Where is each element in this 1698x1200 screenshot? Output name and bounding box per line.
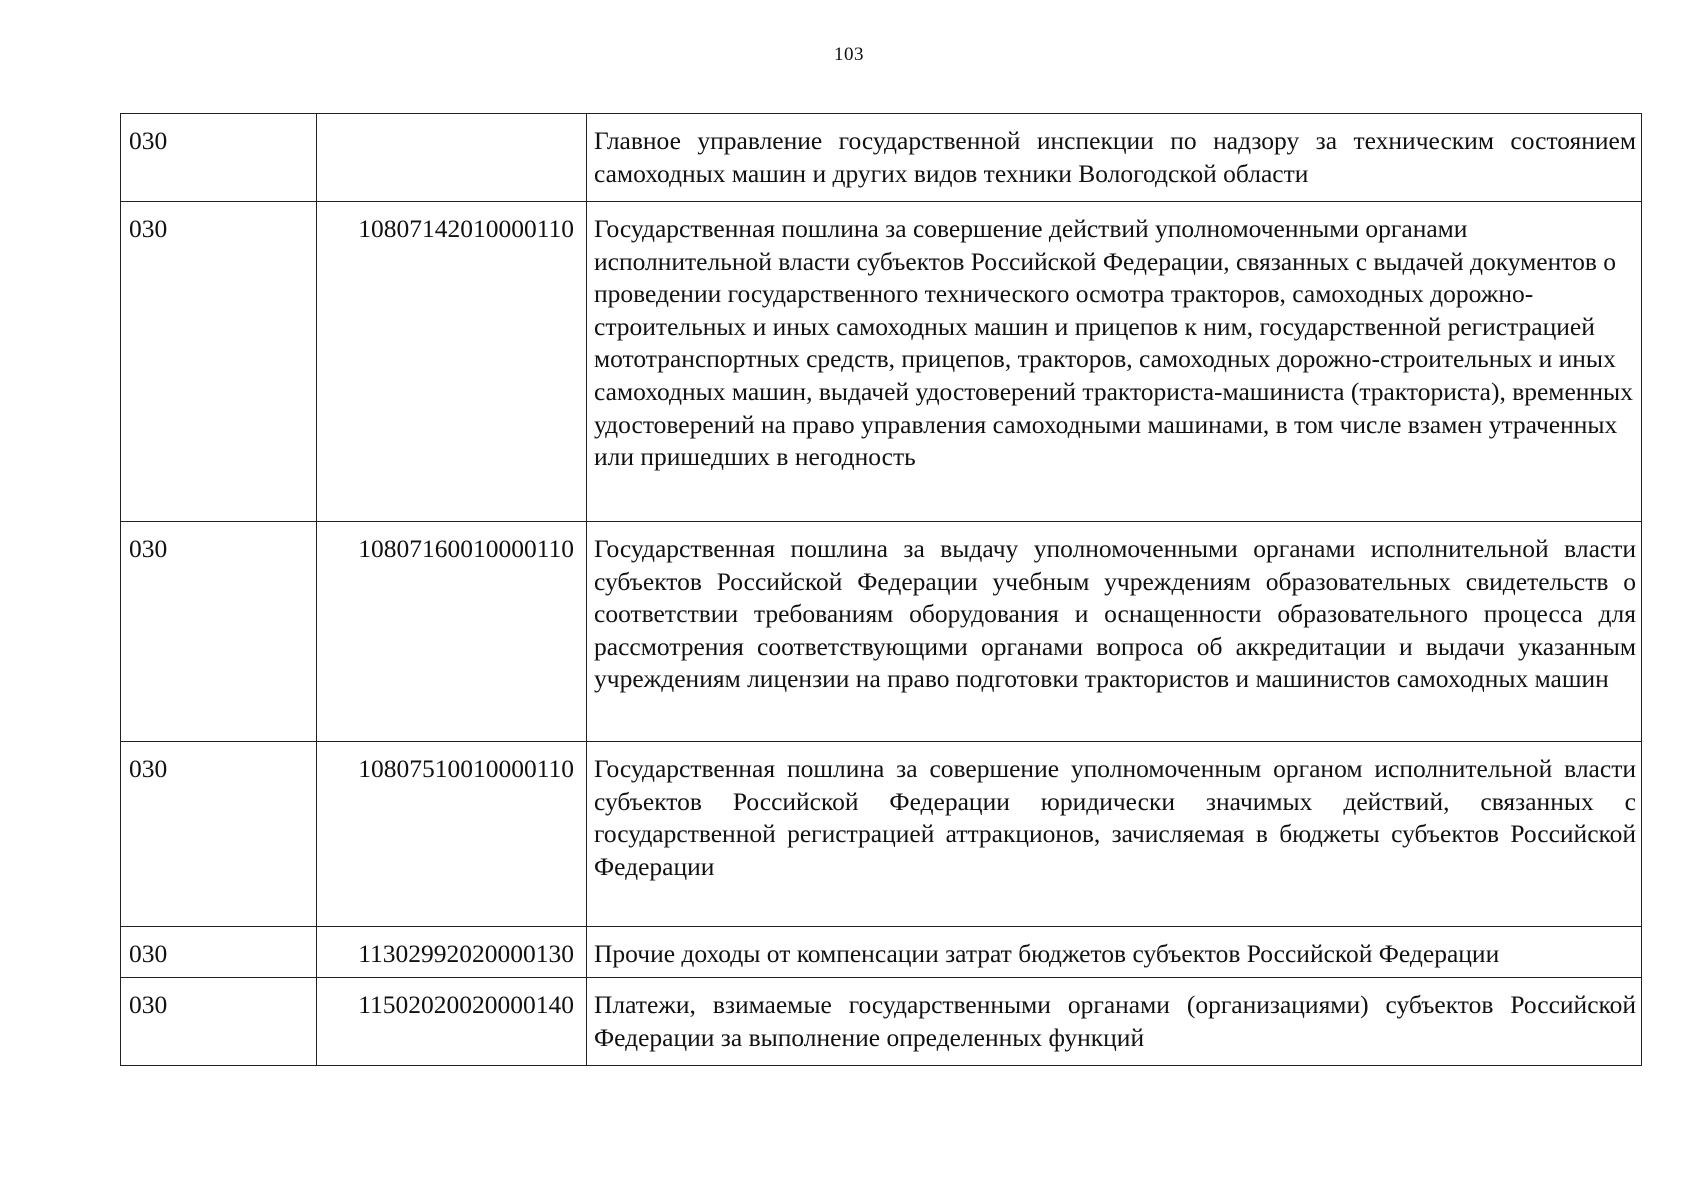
- table-row: [121, 202, 1642, 522]
- revenue-code-cell: 10807160010000110: [317, 522, 587, 742]
- revenue-code-cell: 11502020020000140: [317, 978, 587, 1066]
- admin-code-cell: 030: [121, 522, 317, 742]
- table-row: [121, 927, 1642, 978]
- description-cell: Прочие доходы от компенсации затрат бюджетов субъектов Российской Федерации: [587, 927, 1642, 978]
- revenue-code-cell: 10807142010000110: [317, 202, 587, 522]
- revenue-code-cell: 10807510010000110: [317, 742, 587, 927]
- description-cell: Государственная пошлина за совершение уполномоченным органом исполнительной власти субъектов Российской Федерации юридически значимых действий, связанных с государственной регистрацией аттракционов, зачисляемая в бюджеты субъектов Российской Федерации: [587, 742, 1642, 927]
- page-number: 103: [834, 44, 864, 65]
- revenue-code-cell: 11302992020000130: [317, 927, 587, 978]
- admin-code-cell: 030: [121, 202, 317, 522]
- table-row: [121, 522, 1642, 742]
- description-cell: Государственная пошлина за выдачу уполномоченными органами исполнительной власти субъектов Российской Федерации учебным учреждениям образовательных свидетельств о соответствии требованиям оборудования и оснащенности образовательного процесса для рассмотрения соответствующими органами вопроса об аккредитации и выдачи указанным учреждениям лицензии на право подготовки трактористов и машинистов самоходных машин: [587, 522, 1642, 742]
- table-row: [121, 742, 1642, 927]
- description-cell: Платежи, взимаемые государственными органами (организациями) субъектов Российской Федерации за выполнение определенных функций: [587, 978, 1642, 1066]
- admin-code-cell: 030: [121, 978, 317, 1066]
- table-row: [121, 114, 1642, 202]
- admin-code-cell: 030: [121, 927, 317, 978]
- admin-code-cell: 030: [121, 114, 317, 202]
- admin-code-cell: 030: [121, 742, 317, 927]
- description-cell: Главное управление государственной инспекции по надзору за техническим состоянием самоходных машин и других видов техники Вологодской области: [587, 114, 1642, 202]
- revenue-code-cell: [317, 114, 587, 202]
- revenue-codes-table: [120, 113, 1642, 1066]
- table-row: [121, 978, 1642, 1066]
- description-cell: Государственная пошлина за совершение действий уполномоченными органами исполнительной власти субъектов Российской Федерации, связанных с выдачей документов о проведении государственного технического осмотра тракторов, самоходных дорожно-строительных и иных самоходных машин и прицепов к ним, государственной регистрацией мототранспортных средств, прицепов, тракторов, самоходных дорожно-строительных и иных самоходных машин, выдачей удостоверений тракториста-машиниста (тракториста), временных удостоверений на право управления самоходными машинами, в том числе взамен утраченных или пришедших в негодность: [587, 202, 1642, 522]
